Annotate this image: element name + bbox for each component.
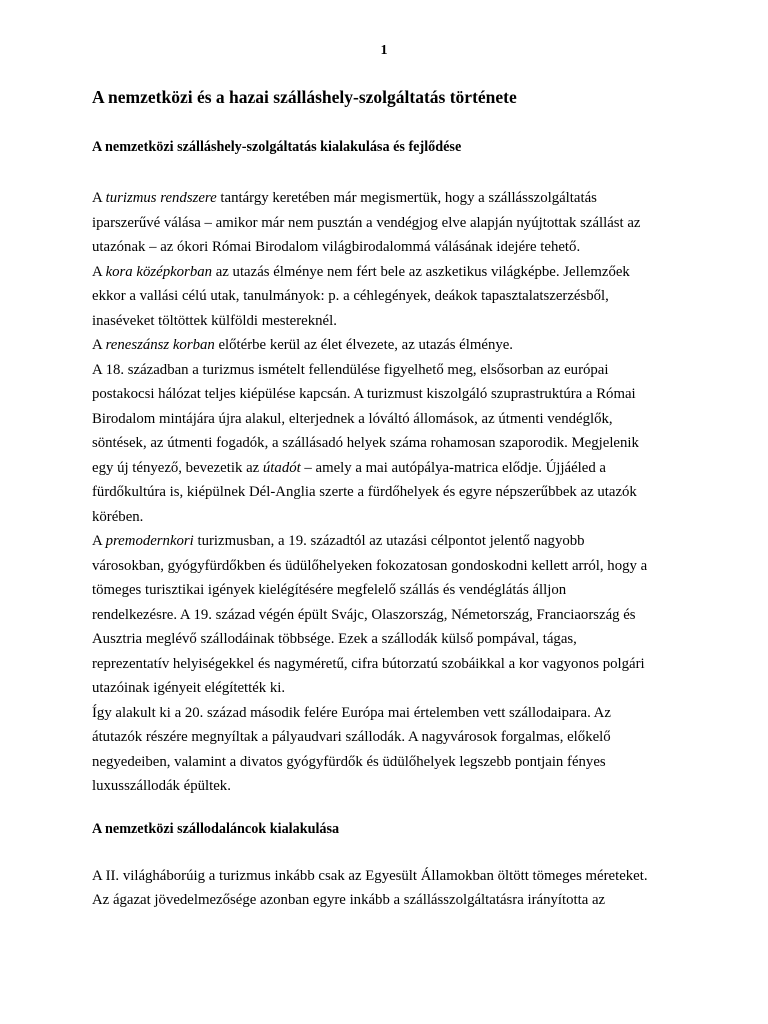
text-line xyxy=(92,431,692,456)
text-line xyxy=(92,725,692,750)
text-line xyxy=(92,309,692,334)
text-line xyxy=(92,578,692,603)
text-run: – amely a mai autópálya-matrica elődje. Újjáéled a xyxy=(300,459,606,476)
text-line xyxy=(92,480,692,505)
text-run: fürdőkultúra is, kiépülnek Dél-Anglia szerte a fürdőhelyek és egyre népszerűbbek az utazók xyxy=(92,484,637,500)
text-line xyxy=(92,284,692,309)
text-line xyxy=(92,701,692,726)
text-line xyxy=(92,456,692,481)
text-run: turizmusban, a 19. századtól az utazási célpontot jelentő nagyobb xyxy=(193,533,585,549)
text-run: reprezentatív helyiségekkel és nagyméretű, cifra bútorzatú szobáikkal a kor vagyonos polgári xyxy=(92,655,645,672)
text-run: ekkor a vallási célú utak, tanulmányok: p. a céhlegények, deákok tapasztalatszerzésből, xyxy=(92,288,609,304)
text-run: Így alakult ki a 20. század második felére Európa mai értelemben vett szállodaipara. Az xyxy=(92,704,611,721)
text-run: A xyxy=(92,190,106,206)
document-content xyxy=(92,82,692,913)
text-line xyxy=(92,382,692,407)
section-heading-hotel-chains: A nemzetközi szállodaláncok kialakulása xyxy=(92,820,340,837)
section-body-hotel-chains xyxy=(92,864,692,913)
text-line xyxy=(92,888,692,913)
document-title: A nemzetközi és a hazai szálláshely-szolgáltatás története xyxy=(92,87,517,107)
text-run: luxusszállodák épültek. xyxy=(92,778,231,794)
text-line xyxy=(92,627,692,652)
text-line xyxy=(92,652,692,677)
text-run: söntések, az útmenti fogadók, a szállásadó helyek száma rohamosan szaporodik. Megjelenik xyxy=(92,435,639,451)
text-run: utazónak – az ókori Római Birodalom világbirodalommá válásának idejére tehető. xyxy=(92,239,581,255)
text-run: A xyxy=(92,263,106,280)
text-line xyxy=(92,358,692,383)
italic-term: reneszánsz korban xyxy=(105,337,215,353)
text-run: utazóinak igényeit elégítették ki. xyxy=(92,680,286,696)
text-line xyxy=(92,186,692,211)
page-number: 1 xyxy=(380,43,388,58)
text-run: negyedeiben, valamint a divatos gyógyfürdők és üdülőhelyek legszebb pontjain fényes xyxy=(92,753,606,770)
text-line xyxy=(92,505,692,530)
text-run: A 18. században a turizmus ismételt fellendülése figyelhető meg, elsősorban az európai xyxy=(92,361,609,378)
text-run: A xyxy=(92,533,106,549)
text-line xyxy=(92,603,692,628)
text-line xyxy=(92,554,692,579)
text-run: iparszerűvé válása – amikor már nem pusztán a vendégjog elve alapján nyújtottak szállást az xyxy=(92,214,641,231)
italic-term: kora középkorban xyxy=(105,263,213,280)
text-run: az utazás élménye nem fért bele az aszketikus világképbe. Jellemzőek xyxy=(212,263,630,280)
text-line xyxy=(92,211,692,236)
text-line xyxy=(92,260,692,285)
text-line xyxy=(92,864,692,889)
text-line xyxy=(92,333,692,358)
text-run: A xyxy=(92,337,106,353)
text-run: rendelkezésre. A 19. század végén épült Svájc, Olaszország, Németország, Franciaország és xyxy=(92,606,636,623)
text-run: Az ágazat jövedelmezősége azonban egyre inkább a szállásszolgáltatásra irányította az xyxy=(92,892,606,908)
text-run: inaséveket töltöttek külföldi mestereknél. xyxy=(92,312,337,329)
text-line xyxy=(92,235,692,260)
text-line xyxy=(92,750,692,775)
text-run: A II. világháborúig a turizmus inkább csak az Egyesült Államokban öltött tömeges méreteket. xyxy=(92,867,648,884)
section-heading-international-development: A nemzetközi szálláshely-szolgáltatás kialakulása és fejlődése xyxy=(92,139,462,155)
italic-term: turizmus rendszere xyxy=(105,190,217,206)
italic-term: útadót xyxy=(262,459,301,476)
text-run: postakocsi hálózat teljes kiépülése kapcsán. A turizmust kiszolgáló szuprastruktúra a Római xyxy=(92,386,636,402)
text-run: előtérbe kerül az élet élvezete, az utazás élménye. xyxy=(214,337,514,353)
italic-term: premodernkori xyxy=(105,533,194,549)
text-line xyxy=(92,774,692,799)
text-line xyxy=(92,407,692,432)
text-line xyxy=(92,676,692,701)
text-run: Ausztria meglévő szállodáinak többsége. Ezek a szállodák külső pompával, tágas, xyxy=(92,631,577,647)
text-run: körében. xyxy=(92,508,144,525)
text-run: Birodalom mintájára újra alakul, elterjednek a lóváltó állomások, az útmenti vendéglők, xyxy=(92,410,613,427)
text-run: tantárgy keretében már megismertük, hogy a szállásszolgáltatás xyxy=(216,190,597,206)
section-body-international-development xyxy=(92,186,692,799)
text-run: városokban, gyógyfürdőkben és üdülőhelyeken fokozatosan gondoskodni kellett arról, hogy a xyxy=(92,557,648,574)
text-run: tömeges turisztikai igények kielégítésére megfelelő szállás és vendéglátás álljon xyxy=(92,582,567,598)
text-run: egy új tényező, bevezetik az xyxy=(92,459,263,476)
text-line xyxy=(92,529,692,554)
text-run: átutazók részére megnyíltak a pályaudvari szállodák. A nagyvárosok forgalmas, előkelő xyxy=(92,729,611,745)
